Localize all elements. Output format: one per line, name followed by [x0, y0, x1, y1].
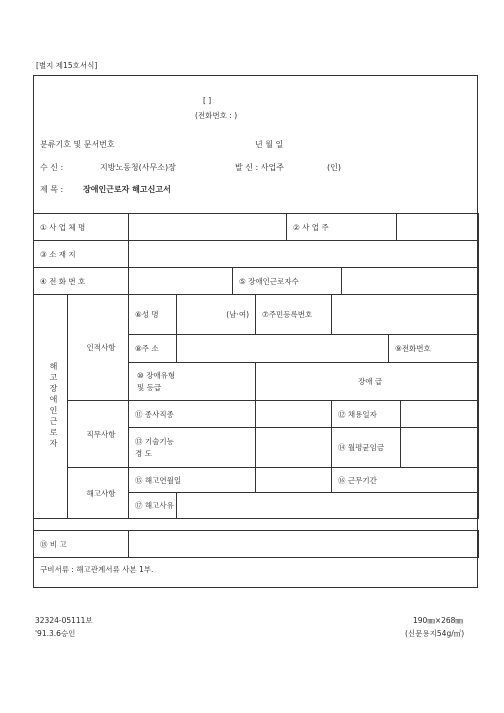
avg-wage-field[interactable] [401, 428, 479, 468]
job-type-field[interactable] [256, 401, 332, 428]
address-label: ⑧주 소 [129, 335, 177, 363]
phone-bracket: (전화번호 : ) [195, 111, 238, 120]
skill-level-label: ⑬ 기술기능 경 도 [129, 428, 256, 468]
classification-label: 분류기호 및 문서번호 [40, 140, 115, 149]
employer-field[interactable] [397, 214, 479, 241]
attachments-note: 구비서류 : 해고관계서류 사본 1부. [40, 565, 154, 574]
approval-date: '91.3.6승인 [35, 629, 76, 638]
form-code: 32324-05111보 [35, 616, 93, 625]
resident-no-label: ⑦주민등록번호 [256, 295, 332, 335]
phone-label: ④ 전 화 번 호 [34, 268, 129, 295]
dismissal-reason-label: ⑰ 해고사유 [129, 493, 177, 519]
dismissed-worker-side-label: 해고장애인근로자 [34, 295, 68, 519]
paper-size: 190㎜×268㎜ [413, 616, 463, 625]
job-type-label: ⑪ 종사직종 [129, 401, 256, 428]
form-number: [별지 제15호서식] [36, 61, 98, 70]
date-placeholder: 년 월 일 [255, 140, 284, 149]
remarks-field[interactable] [129, 531, 479, 558]
paper-type: (신문용지54g/㎡) [405, 629, 465, 638]
dismissal-date-label: ⑮ 해고연월일 [129, 468, 256, 493]
avg-wage-label: ⑭ 월평균임금 [332, 428, 401, 468]
contact-phone-label: ⑨전화번호 [389, 335, 479, 363]
recipient-value: 지방노동청(사무소)장 [100, 163, 176, 172]
subject-value: 장애인근로자 해고신고서 [83, 185, 171, 194]
disabled-count-field[interactable] [342, 268, 479, 295]
remarks-table [33, 530, 479, 558]
subject-label: 제 목 : [40, 185, 64, 194]
name-field[interactable] [177, 295, 256, 335]
dismissal-date-field[interactable] [256, 468, 332, 493]
duties-group: 직무사항 [68, 401, 129, 468]
dismissal-reason-field[interactable] [177, 493, 479, 519]
business-name-field[interactable] [129, 214, 287, 241]
address-field[interactable] [177, 335, 389, 363]
business-name-label: ① 사 업 체 명 [34, 214, 129, 241]
remarks-label: ⑱ 비 고 [34, 531, 129, 558]
disability-type-label: ⑩ 장애유형 및 등급 [129, 363, 256, 401]
personal-info-group: 인적사항 [68, 295, 129, 401]
info-table-top [33, 213, 479, 295]
dismissal-group: 해고사항 [68, 468, 129, 519]
worker-table [33, 294, 479, 519]
hire-date-label: ⑫ 채용일자 [332, 401, 401, 428]
skill-level-field[interactable] [256, 428, 332, 468]
disability-grade-field[interactable]: 장애 급 [256, 363, 479, 401]
recipient-label: 수 신 : [40, 163, 64, 172]
disabled-count-label: ⑤ 장애인근로자수 [233, 268, 342, 295]
location-label: ③ 소 재 지 [34, 241, 129, 268]
seal-label: (인) [327, 163, 341, 172]
service-period-label: ⑯ 근무기간 [332, 468, 479, 493]
location-field[interactable] [129, 241, 479, 268]
hire-date-field[interactable] [401, 401, 479, 428]
phone-field[interactable] [129, 268, 233, 295]
sender-label: 발 신 : 사업주 [235, 163, 284, 172]
employer-label: ② 사 업 주 [287, 214, 397, 241]
gender-label: (남·여) [226, 310, 249, 319]
name-label: ⑥성 명 [129, 295, 177, 335]
resident-no-field[interactable] [332, 295, 479, 335]
organization-bracket: [ ] [203, 96, 212, 105]
